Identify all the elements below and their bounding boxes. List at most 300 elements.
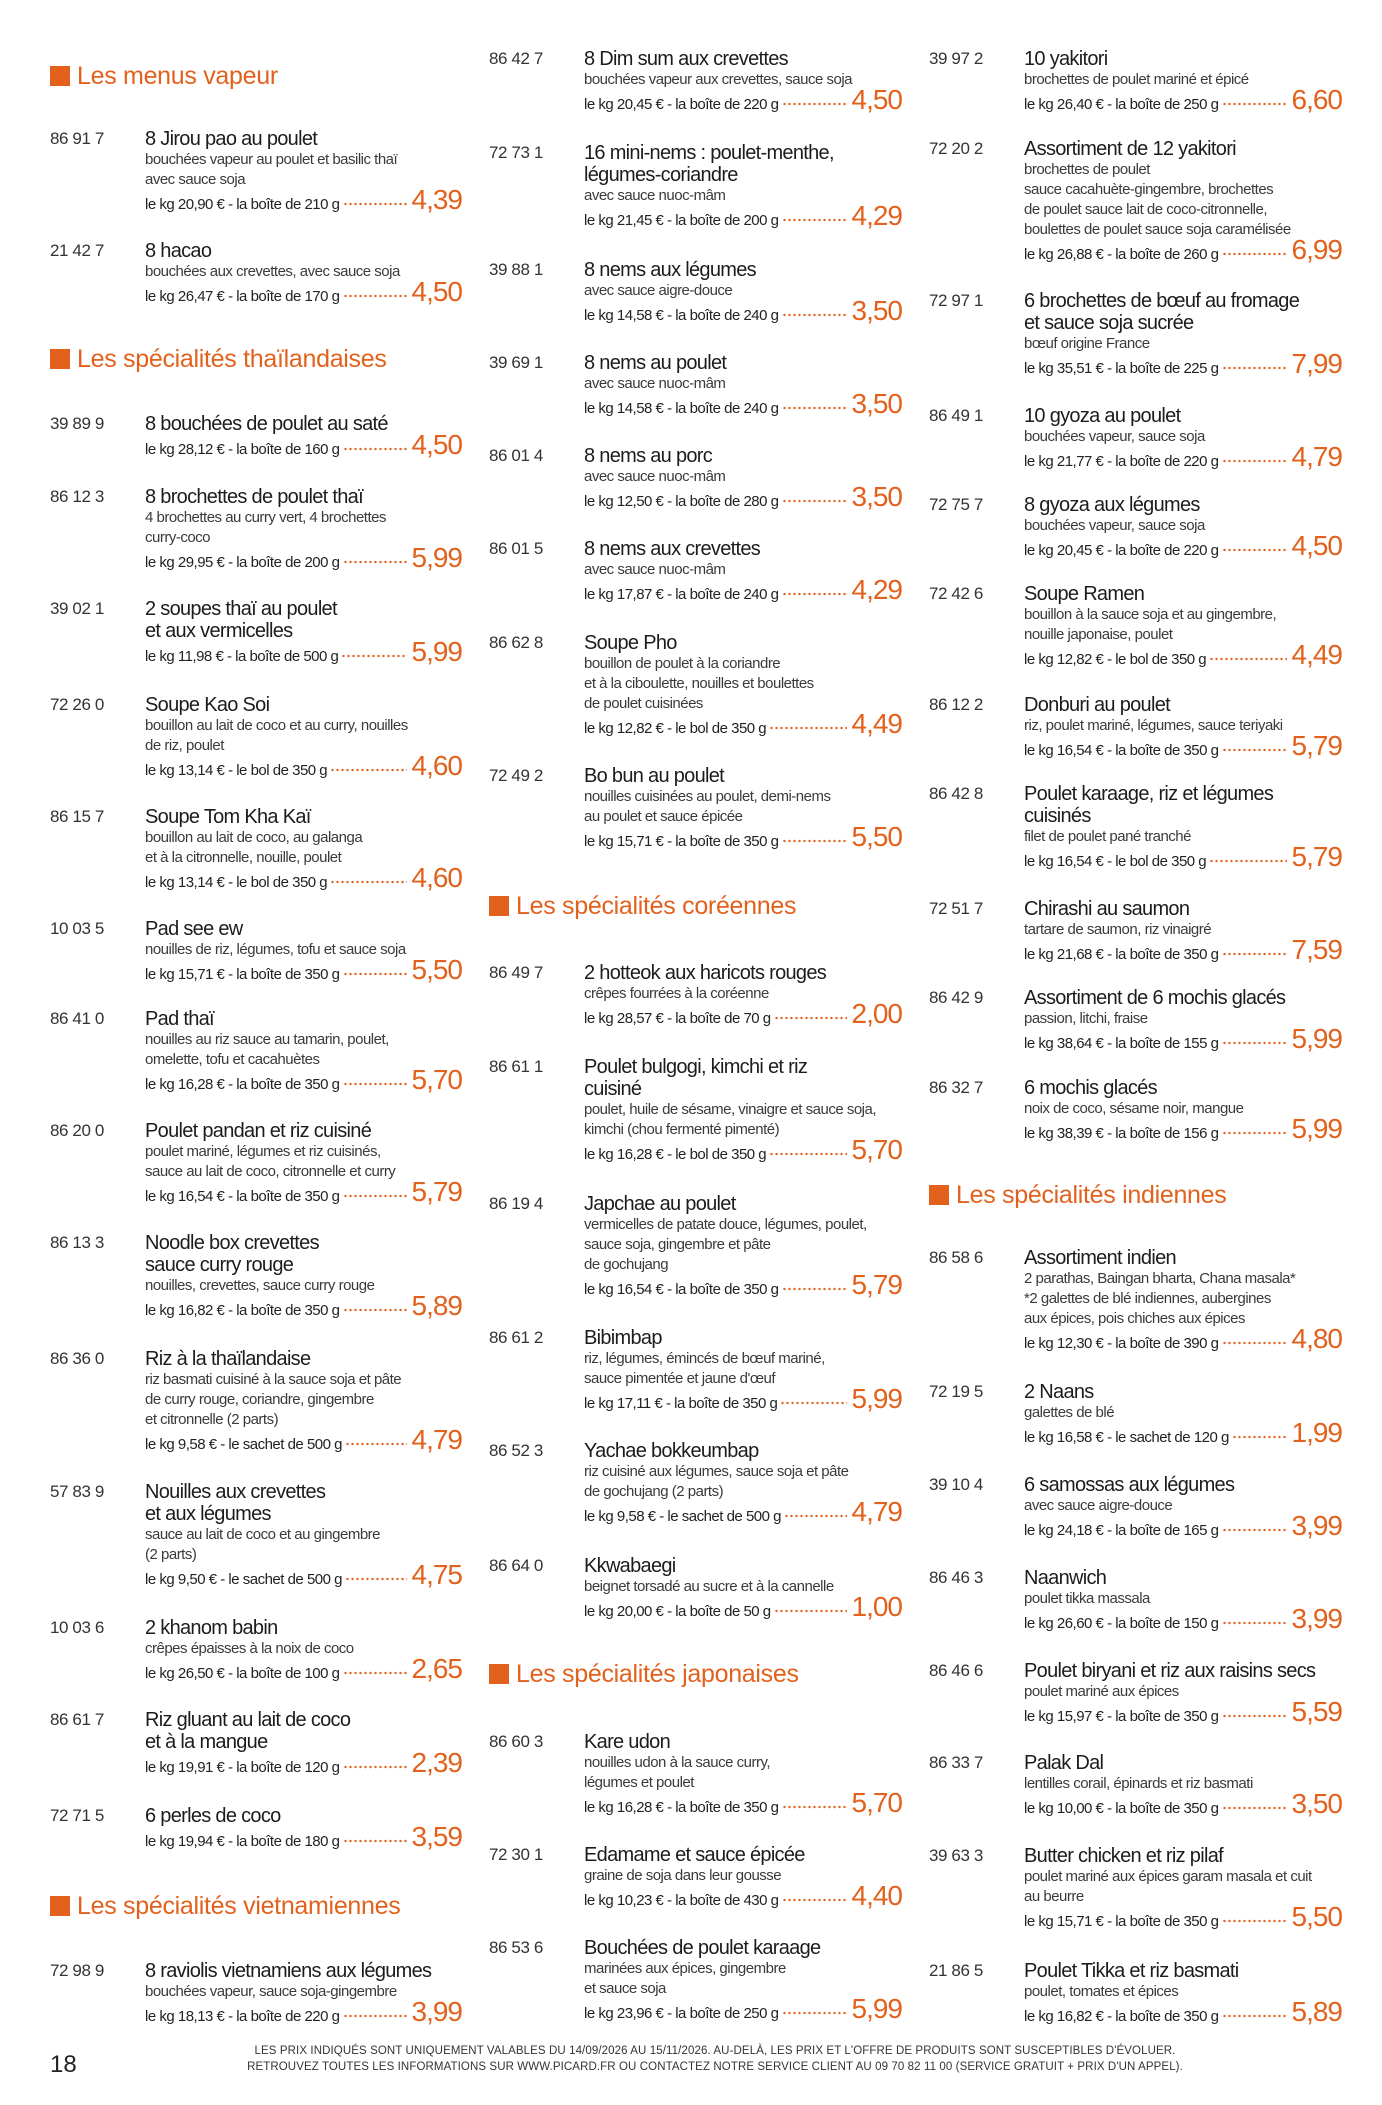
product-body	[1024, 583, 1342, 670]
product-price: 3,50	[851, 481, 902, 512]
dot-leader	[343, 1671, 407, 1675]
unit-price: le kg 28,57 € - la boîte de 70 g	[584, 1010, 771, 1027]
product-description: tartare de saumon, riz vinaigré	[1024, 921, 1212, 938]
product-code: 39 88 1	[489, 260, 543, 279]
product-description: bouillon au lait de coco et au curry, nouilles	[145, 717, 408, 734]
product-body	[584, 48, 902, 115]
price-row	[584, 821, 902, 852]
product-body	[145, 1960, 462, 2027]
product-item	[489, 1440, 902, 1527]
product-description: sauce au lait de coco et au gingembre	[145, 1526, 380, 1543]
product-description: bouchées aux crevettes, avec sauce soja	[145, 263, 400, 280]
product-body	[584, 1731, 902, 1818]
product-item	[929, 1960, 1342, 2027]
product-description: au beurre	[1024, 1888, 1084, 1905]
product-description: aux épices, pois chiches aux épices	[1024, 1310, 1245, 1327]
product-body	[1024, 405, 1342, 472]
unit-price: le kg 14,58 € - la boîte de 240 g	[584, 307, 779, 324]
unit-price: le kg 10,00 € - la boîte de 350 g	[1024, 1800, 1219, 1817]
product-description: nouilles cuisinées au poulet, demi-nems	[584, 788, 831, 805]
section-title: Les spécialités japonaises	[516, 1660, 799, 1688]
product-description: de gochujang	[584, 1256, 669, 1273]
product-price: 5,79	[851, 1269, 902, 1300]
product-body	[145, 1481, 462, 1590]
unit-price: le kg 21,77 € - la boîte de 220 g	[1024, 453, 1219, 470]
footer-line: LES PRIX INDIQUÉS SONT UNIQUEMENT VALABLES DU 14/09/2026 AU 15/11/2026. AU-DELÀ, LES PRIX ET L'OFFRE DE PRODUITS SONT SUSCEPTIBLES D'ÉVOLUER.	[254, 2045, 1176, 2057]
product-price: 5,79	[411, 1176, 462, 1207]
product-name: et aux vermicelles	[145, 620, 293, 642]
product-code: 86 53 6	[489, 1938, 543, 1957]
product-body	[1024, 290, 1342, 379]
dot-leader	[343, 294, 407, 298]
unit-price: le kg 15,71 € - la boîte de 350 g	[584, 833, 779, 850]
dot-leader	[774, 1016, 847, 1020]
product-body	[584, 142, 902, 231]
unit-price: le kg 26,40 € - la boîte de 250 g	[1024, 96, 1219, 113]
dot-leader	[1222, 366, 1287, 370]
dot-leader	[343, 202, 407, 206]
product-description: crêpes épaisses à la noix de coco	[145, 1640, 354, 1657]
dot-leader	[782, 313, 847, 317]
product-description: et sauce soja	[584, 1980, 666, 1997]
dot-leader	[782, 102, 847, 106]
section-title: Les spécialités coréennes	[516, 892, 797, 920]
product-description: (2 parts)	[145, 1546, 197, 1563]
product-name: Kkwabaegi	[584, 1555, 676, 1577]
product-item	[50, 1805, 462, 1852]
price-row	[1024, 1323, 1342, 1354]
product-price: 4,79	[1291, 441, 1342, 472]
product-name: 10 gyoza au poulet	[1024, 405, 1181, 427]
dot-leader	[343, 560, 407, 564]
unit-price: le kg 16,28 € - la boîte de 350 g	[584, 1799, 779, 1816]
product-name: sauce curry rouge	[145, 1254, 294, 1276]
product-price: 3,99	[1291, 1510, 1342, 1541]
product-item	[929, 783, 1342, 872]
price-row	[584, 708, 902, 739]
dot-leader	[330, 768, 406, 772]
product-code: 39 97 2	[929, 49, 983, 68]
product-item	[50, 694, 462, 781]
product-item	[489, 1844, 902, 1911]
product-name: et sauce soja sucrée	[1024, 312, 1194, 334]
unit-price: le kg 21,45 € - la boîte de 200 g	[584, 212, 779, 229]
product-name: et à la mangue	[145, 1731, 268, 1753]
product-description: crêpes fourrées à la coréenne	[584, 985, 769, 1002]
product-code: 86 12 2	[929, 695, 983, 714]
catalog-column	[929, 0, 1342, 2040]
product-name: 16 mini-nems : poulet-menthe,	[584, 142, 834, 164]
product-code: 86 33 7	[929, 1753, 983, 1772]
product-body	[1024, 1247, 1342, 1354]
product-code: 86 46 6	[929, 1661, 983, 1680]
product-item	[50, 1481, 462, 1590]
product-name: 6 perles de coco	[145, 1805, 281, 1827]
product-item	[50, 486, 462, 573]
dot-leader	[330, 880, 406, 884]
product-body	[1024, 898, 1342, 965]
product-name: 8 nems au porc	[584, 445, 713, 467]
product-description: bouillon au lait de coco, au galanga	[145, 829, 363, 846]
product-code: 86 49 1	[929, 406, 983, 425]
product-price: 4,40	[851, 1880, 902, 1911]
product-body	[1024, 138, 1342, 265]
price-row	[145, 954, 462, 985]
unit-price: le kg 18,13 € - la boîte de 220 g	[145, 2008, 340, 2025]
product-body	[1024, 494, 1342, 561]
product-item	[489, 632, 902, 739]
product-price: 5,79	[1291, 841, 1342, 872]
dot-leader	[341, 654, 406, 658]
product-description: marinées aux épices, gingembre	[584, 1960, 786, 1977]
product-body	[1024, 48, 1342, 115]
product-code: 72 49 2	[489, 766, 543, 785]
product-body	[145, 1008, 462, 1095]
product-name: Kare udon	[584, 1731, 670, 1753]
product-description: bœuf origine France	[1024, 335, 1150, 352]
price-row	[1024, 1417, 1342, 1448]
product-code: 72 98 9	[50, 1961, 104, 1980]
dot-leader	[782, 2011, 847, 2015]
product-price: 5,50	[411, 954, 462, 985]
product-code: 39 89 9	[50, 414, 104, 433]
dot-leader	[343, 2014, 407, 2018]
product-description: sauce soja, gingembre et pâte	[584, 1236, 771, 1253]
unit-price: le kg 29,95 € - la boîte de 200 g	[145, 554, 340, 571]
product-item	[489, 1937, 902, 2024]
product-description: galettes de blé	[1024, 1404, 1115, 1421]
product-code: 72 30 1	[489, 1845, 543, 1864]
product-price: 5,99	[851, 1993, 902, 2024]
product-code: 39 02 1	[50, 599, 104, 618]
product-body	[584, 1937, 902, 2024]
product-code: 72 42 6	[929, 584, 983, 603]
product-body	[1024, 783, 1342, 872]
product-price: 4,50	[1291, 530, 1342, 561]
product-price: 4,79	[411, 1424, 462, 1455]
dot-leader	[1222, 548, 1287, 552]
product-body	[145, 128, 462, 215]
product-body	[1024, 1474, 1342, 1541]
dot-leader	[782, 499, 847, 503]
dot-leader	[1222, 1131, 1287, 1135]
dot-leader	[1222, 748, 1287, 752]
product-name: Japchae au poulet	[584, 1193, 736, 1215]
product-price: 4,49	[851, 708, 902, 739]
product-description: kimchi (chou fermenté pimenté)	[584, 1121, 780, 1138]
price-row	[1024, 1113, 1342, 1144]
product-item	[489, 259, 902, 326]
dot-leader	[343, 972, 407, 976]
product-item	[929, 405, 1342, 472]
product-name: 8 raviolis vietnamiens aux légumes	[145, 1960, 432, 1982]
price-row	[1024, 530, 1342, 561]
product-description: lentilles corail, épinards et riz basmati	[1024, 1775, 1253, 1792]
dot-leader	[1222, 1806, 1287, 1810]
price-row	[145, 542, 462, 573]
product-price: 3,99	[411, 1996, 462, 2027]
product-code: 86 49 7	[489, 963, 543, 982]
product-name: Pad see ew	[145, 918, 243, 940]
price-row	[584, 84, 902, 115]
product-item	[50, 806, 462, 893]
price-row	[145, 429, 462, 460]
dot-leader	[1222, 1041, 1287, 1045]
unit-price: le kg 26,60 € - la boîte de 150 g	[1024, 1615, 1219, 1632]
product-price: 3,59	[411, 1821, 462, 1852]
product-description: avec sauce nuoc-mâm	[584, 561, 726, 578]
product-code: 72 75 7	[929, 495, 983, 514]
product-code: 86 58 6	[929, 1248, 983, 1267]
price-row	[1024, 348, 1342, 379]
price-row	[584, 388, 902, 419]
product-code: 72 71 5	[50, 1806, 104, 1825]
product-name: 2 hotteok aux haricots rouges	[584, 962, 827, 984]
unit-price: le kg 15,71 € - la boîte de 350 g	[1024, 1913, 1219, 1930]
unit-price: le kg 16,28 € - le bol de 350 g	[584, 1146, 767, 1163]
product-code: 86 13 3	[50, 1233, 104, 1252]
price-row	[145, 276, 462, 307]
product-name: 8 nems au poulet	[584, 352, 727, 374]
product-name: Assortiment de 12 yakitori	[1024, 138, 1236, 160]
price-row	[1024, 1996, 1342, 2027]
product-name: 2 soupes thaï au poulet	[145, 598, 337, 620]
price-row	[1024, 1510, 1342, 1541]
product-name: Poulet Tikka et riz basmati	[1024, 1960, 1239, 1982]
product-description: 2 parathas, Baingan bharta, Chana masala*	[1024, 1270, 1296, 1287]
dot-leader	[343, 447, 407, 451]
price-row	[145, 1176, 462, 1207]
product-name: 8 nems aux crevettes	[584, 538, 761, 560]
product-code: 10 03 5	[50, 919, 104, 938]
unit-price: le kg 15,97 € - la boîte de 350 g	[1024, 1708, 1219, 1725]
product-body	[584, 538, 902, 605]
product-price: 5,59	[1291, 1696, 1342, 1727]
product-description: sauce pimentée et jaune d'œuf	[584, 1370, 775, 1387]
price-row	[584, 1880, 902, 1911]
product-name: 2 Naans	[1024, 1381, 1094, 1403]
product-name: 10 yakitori	[1024, 48, 1108, 70]
product-body	[584, 1844, 902, 1911]
section-title: Les menus vapeur	[77, 62, 278, 90]
product-name: 8 hacao	[145, 240, 212, 262]
product-name: 6 samossas aux légumes	[1024, 1474, 1235, 1496]
product-body	[1024, 1077, 1342, 1144]
product-code: 86 61 2	[489, 1328, 543, 1347]
product-price: 3,50	[1291, 1788, 1342, 1819]
product-price: 6,99	[1291, 234, 1342, 265]
product-description: filet de poulet pané tranché	[1024, 828, 1191, 845]
product-item	[489, 1056, 902, 1165]
product-description: de curry rouge, coriandre, gingembre	[145, 1391, 374, 1408]
product-code: 39 69 1	[489, 353, 543, 372]
product-price: 5,50	[851, 821, 902, 852]
product-description: riz, poulet mariné, légumes, sauce teriyaki	[1024, 717, 1283, 734]
product-description: riz, légumes, émincés de bœuf mariné,	[584, 1350, 825, 1367]
product-description: passion, litchi, fraise	[1024, 1010, 1148, 1027]
product-price: 4,49	[1291, 639, 1342, 670]
product-body	[584, 632, 902, 739]
product-code: 21 86 5	[929, 1961, 983, 1980]
product-body	[145, 1617, 462, 1684]
product-description: et à la ciboulette, nouilles et boulettes	[584, 675, 814, 692]
price-row	[584, 998, 902, 1029]
product-code: 86 91 7	[50, 129, 104, 148]
product-code: 86 52 3	[489, 1441, 543, 1460]
product-price: 5,89	[411, 1290, 462, 1321]
product-body	[1024, 1752, 1342, 1819]
product-description: poulet, tomates et épices	[1024, 1983, 1179, 2000]
product-body	[145, 413, 462, 460]
section-title: Les spécialités indiennes	[956, 1181, 1227, 1209]
product-name: Assortiment indien	[1024, 1247, 1176, 1269]
product-name: Edamame et sauce épicée	[584, 1844, 805, 1866]
product-description: bouchées vapeur, sauce soja	[1024, 428, 1205, 445]
unit-price: le kg 26,88 € - la boîte de 260 g	[1024, 246, 1219, 263]
price-row	[584, 295, 902, 326]
product-code: 86 19 4	[489, 1194, 543, 1213]
product-code: 39 63 3	[929, 1846, 983, 1865]
unit-price: le kg 19,94 € - la boîte de 180 g	[145, 1833, 340, 1850]
product-description: bouillon à la sauce soja et au gingembre,	[1024, 606, 1277, 623]
product-code: 10 03 6	[50, 1618, 104, 1637]
product-description: graine de soja dans leur gousse	[584, 1867, 782, 1884]
dot-leader	[782, 1287, 847, 1291]
product-price: 5,89	[1291, 1996, 1342, 2027]
product-body	[584, 1327, 902, 1414]
product-description: avec sauce aigre-douce	[1024, 1497, 1173, 1514]
section-title: Les spécialités thaïlandaises	[77, 345, 387, 373]
product-name: 6 mochis glacés	[1024, 1077, 1157, 1099]
price-row	[1024, 1788, 1342, 1819]
dot-leader	[343, 1194, 407, 1198]
price-row	[584, 1787, 902, 1818]
section-title: Les spécialités vietnamiennes	[77, 1892, 401, 1920]
product-name: Bo bun au poulet	[584, 765, 725, 787]
section-heading	[50, 1891, 462, 1921]
price-row	[1024, 639, 1342, 670]
section-heading	[489, 1659, 902, 1689]
product-description: bouchées vapeur, sauce soja-gingembre	[145, 1983, 397, 2000]
product-name: Riz à la thaïlandaise	[145, 1348, 311, 1370]
price-row	[145, 1747, 462, 1778]
product-description: poulet, huile de sésame, vinaigre et sauce soja,	[584, 1101, 877, 1118]
catalog-column	[50, 0, 462, 2040]
product-price: 4,50	[411, 276, 462, 307]
product-description: bouchées vapeur au poulet et basilic thaï	[145, 151, 398, 168]
price-row	[1024, 1603, 1342, 1634]
product-price: 2,65	[411, 1653, 462, 1684]
product-code: 86 42 9	[929, 988, 983, 1007]
product-body	[584, 352, 902, 419]
product-body	[584, 765, 902, 852]
price-row	[145, 636, 462, 667]
product-description: poulet mariné aux épices garam masala et cuit	[1024, 1868, 1312, 1885]
product-body	[145, 806, 462, 893]
product-item	[929, 1845, 1342, 1932]
unit-price: le kg 15,71 € - la boîte de 350 g	[145, 966, 340, 983]
unit-price: le kg 12,82 € - le bol de 350 g	[1024, 651, 1207, 668]
product-body	[145, 486, 462, 573]
product-price: 4,39	[411, 184, 462, 215]
product-description: de poulet sauce lait de coco-citronnelle,	[1024, 201, 1267, 218]
section-heading	[50, 344, 462, 374]
price-row	[145, 1653, 462, 1684]
dot-leader	[782, 839, 847, 843]
product-item	[489, 538, 902, 605]
dot-leader	[782, 218, 847, 222]
product-description: bouchées vapeur aux crevettes, sauce soja	[584, 71, 853, 88]
square-bullet-icon	[929, 1185, 949, 1205]
unit-price: le kg 11,98 € - la boîte de 500 g	[145, 648, 339, 665]
price-row	[1024, 234, 1342, 265]
product-name: légumes-coriandre	[584, 164, 738, 186]
dot-leader	[1222, 1621, 1287, 1625]
price-row	[145, 1996, 462, 2027]
unit-price: le kg 16,82 € - la boîte de 350 g	[1024, 2008, 1219, 2025]
dot-leader	[782, 1805, 847, 1809]
product-body	[145, 694, 462, 781]
product-item	[50, 413, 462, 460]
product-price: 2,39	[411, 1747, 462, 1778]
product-body	[1024, 1381, 1342, 1448]
dot-leader	[1222, 459, 1287, 463]
product-item	[489, 142, 902, 231]
dot-leader	[782, 406, 847, 410]
product-item	[50, 1232, 462, 1321]
product-price: 4,50	[851, 84, 902, 115]
product-price: 4,29	[851, 200, 902, 231]
product-code: 72 73 1	[489, 143, 543, 162]
product-code: 86 20 0	[50, 1121, 104, 1140]
product-code: 21 42 7	[50, 241, 104, 260]
product-item	[50, 128, 462, 215]
product-code: 72 97 1	[929, 291, 983, 310]
product-code: 86 61 7	[50, 1710, 104, 1729]
price-row	[584, 481, 902, 512]
product-name: Palak Dal	[1024, 1752, 1104, 1774]
product-item	[50, 1348, 462, 1455]
product-description: poulet mariné, légumes et riz cuisinés,	[145, 1143, 381, 1160]
product-description: avec sauce aigre-douce	[584, 282, 733, 299]
product-body	[1024, 987, 1342, 1054]
product-name: Bibimbap	[584, 1327, 662, 1349]
product-code: 72 20 2	[929, 139, 983, 158]
product-code: 39 10 4	[929, 1475, 983, 1494]
product-description: sauce cacahuète-gingembre, brochettes	[1024, 181, 1274, 198]
product-description: 4 brochettes au curry vert, 4 brochettes	[145, 509, 386, 526]
product-description: légumes et poulet	[584, 1774, 694, 1791]
square-bullet-icon	[50, 349, 70, 369]
unit-price: le kg 20,90 € - la boîte de 210 g	[145, 196, 340, 213]
product-body	[145, 918, 462, 985]
product-item	[929, 1381, 1342, 1448]
price-row	[145, 184, 462, 215]
product-body	[145, 598, 462, 667]
product-price: 5,99	[851, 1383, 902, 1414]
dot-leader	[1222, 1919, 1287, 1923]
product-name: Butter chicken et riz pilaf	[1024, 1845, 1223, 1867]
product-description: bouchées vapeur, sauce soja	[1024, 517, 1205, 534]
product-description: nouilles de riz, légumes, tofu et sauce soja	[145, 941, 406, 958]
product-price: 3,50	[851, 388, 902, 419]
unit-price: le kg 17,87 € - la boîte de 240 g	[584, 586, 779, 603]
unit-price: le kg 12,50 € - la boîte de 280 g	[584, 493, 779, 510]
dot-leader	[1222, 952, 1287, 956]
product-name: Soupe Tom Kha Kaï	[145, 806, 311, 828]
product-item	[489, 1555, 902, 1622]
product-description: curry-coco	[145, 529, 211, 546]
